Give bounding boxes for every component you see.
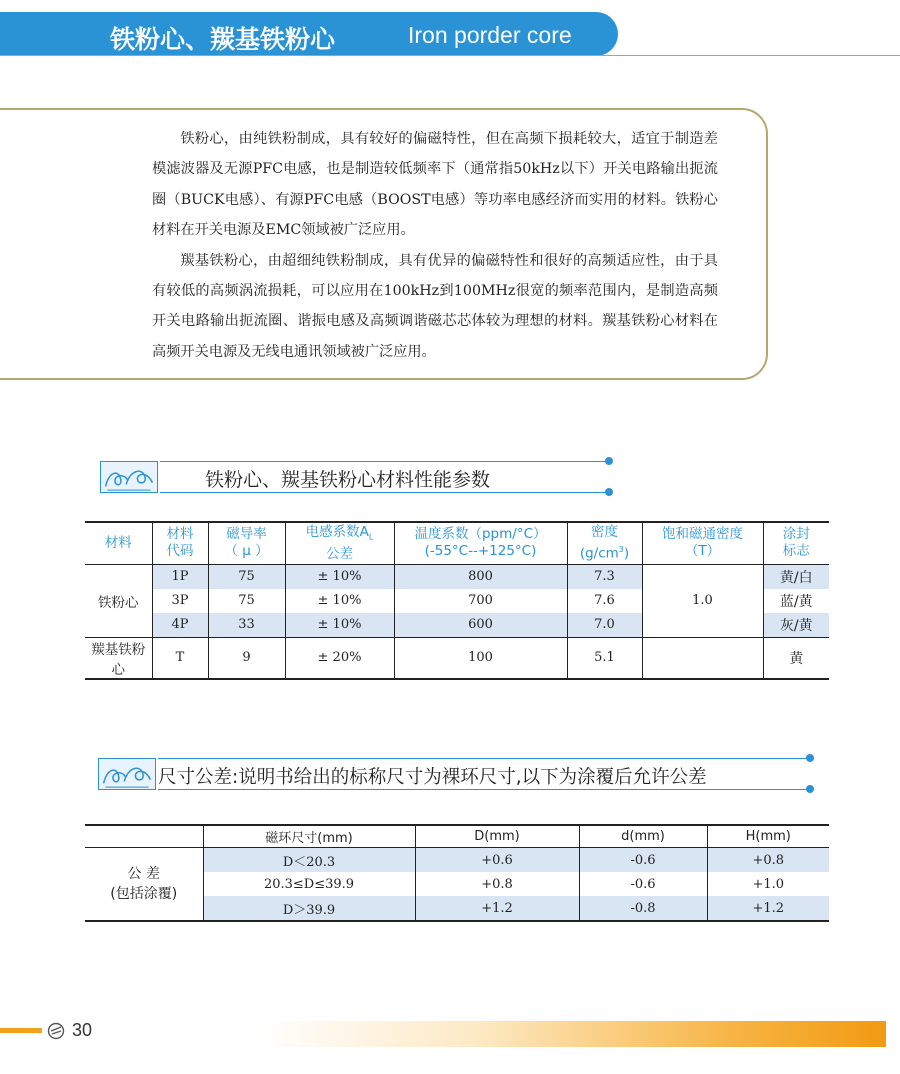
cloud-pattern-icon (98, 758, 156, 790)
cell-size: D＜20.3 (203, 848, 415, 873)
cell-D: +1.2 (415, 896, 579, 921)
table-header-row (85, 825, 829, 848)
material-properties-table (85, 521, 829, 680)
cell-d: -0.8 (579, 896, 707, 921)
cell-code: 3P (152, 589, 208, 613)
cell-mark: 蓝/黄 (763, 589, 829, 613)
footer-gradient-bar (260, 1021, 886, 1047)
cell-mark: 灰/黄 (763, 613, 829, 638)
section-rule-top (158, 758, 808, 759)
cell-temp: 700 (394, 589, 567, 613)
cell-permeability: 75 (208, 564, 285, 589)
cell-mark: 黄/白 (763, 564, 829, 589)
cell-al: ± 10% (285, 564, 394, 589)
cell-temp: 800 (394, 564, 567, 589)
table-row (85, 848, 829, 873)
section-dot-top (605, 457, 613, 465)
section-header-material (100, 458, 620, 498)
header-material: 材料 (85, 522, 152, 564)
intro-paragraph-1: 铁粉心，由纯铁粉制成，具有较好的偏磁特性，但在高频下损耗较大，适宜于制造差模滤波器及无源PFC电感，也是制造较低频率下（通常指50kHz以下）开关电路输出扼流圈（BUCK电感）、有源PFC电感（BOOST电感）等功率电感经济而实用的材料。铁粉心材料在开关电源及EMC领域被广泛应用。 (152, 131, 718, 239)
table-row (85, 637, 829, 679)
page-title-english: Iron porder core (408, 22, 572, 48)
cell-code: T (152, 637, 208, 679)
header-temperature-coefficient: 温度系数（ppm/°C） (-55°C--+125°C) (394, 522, 567, 564)
header-rule (0, 55, 900, 56)
cell-size: 20.3≤D≤39.9 (203, 872, 415, 896)
cell-density: 5.1 (567, 637, 642, 679)
page-number: 30 (72, 1020, 93, 1040)
cell-saturation: 1.0 (642, 564, 763, 637)
cell-D: +0.8 (415, 872, 579, 896)
cell-density: 7.3 (567, 564, 642, 589)
cell-code: 1P (152, 564, 208, 589)
section-title: 尺寸公差:说明书给出的标称尺寸为裸环尺寸,以下为涂覆后允许公差 (158, 767, 707, 788)
section-rule-bottom (160, 492, 608, 493)
page-title: 铁粉心、羰基铁粉心 (110, 25, 336, 54)
cloud-pattern-icon (100, 461, 158, 493)
header-saturation: 饱和磁通密度 （T） (642, 522, 763, 564)
header-coating-mark: 涂封 标志 (763, 522, 829, 564)
table-row (85, 564, 829, 589)
cell-size: D＞39.9 (203, 896, 415, 921)
cell-H: +1.2 (707, 896, 829, 921)
group-label-iron: 铁粉心 (98, 594, 139, 611)
cell-density: 7.0 (567, 613, 642, 638)
header-banner (0, 12, 618, 56)
footer-accent-bar (0, 1028, 42, 1033)
header-density: 密度 $(g/cm^3)$ (567, 522, 642, 564)
header-inner-diameter: d(mm) (579, 825, 707, 848)
header-blank (85, 825, 203, 848)
cell-H: +0.8 (707, 848, 829, 873)
header-outer-diameter: D(mm) (415, 825, 579, 848)
section-rule-top (160, 461, 608, 462)
cell-code: 4P (152, 613, 208, 638)
cell-density: 7.6 (567, 589, 642, 613)
cell-al: ± 20% (285, 637, 394, 679)
cell-temp: 600 (394, 613, 567, 638)
brand-logo-icon (47, 1022, 65, 1040)
header-height: H(mm) (707, 825, 829, 848)
header-inductance-factor: 电感系数$A_L$ 公差 (285, 522, 394, 564)
cell-D: +0.6 (415, 848, 579, 873)
group-label-carbonyl: 羰基铁粉心 (85, 637, 152, 679)
section-title: 铁粉心、羰基铁粉心材料性能参数 (205, 469, 491, 491)
cell-saturation-empty (642, 637, 763, 679)
section-dot-top (806, 754, 814, 762)
section-dot-bottom (605, 488, 613, 496)
intro-paragraph-2: 羰基铁粉心，由超细纯铁粉制成，具有优异的偏磁特性和很好的高频适应性，由于具有较低的高频涡流损耗，可以应用在100kHz到100MHz很宽的频率范围内，是制造高频开关电路输出扼流圈、谐振电感及高频调谐磁芯芯体较为理想的材料。羰基铁粉心材料在高频开关电源及无线电通讯领域被广泛应用。 (152, 252, 718, 360)
table-header-row (85, 522, 829, 564)
cell-mark: 黄 (763, 637, 829, 679)
dimension-tolerance-table (85, 824, 829, 922)
header-permeability: 磁导率 （ μ ） (208, 522, 285, 564)
intro-text (152, 124, 718, 367)
cell-d: -0.6 (579, 848, 707, 873)
cell-permeability: 75 (208, 589, 285, 613)
cell-al: ± 10% (285, 613, 394, 638)
cell-permeability: 9 (208, 637, 285, 679)
cell-d: -0.6 (579, 872, 707, 896)
header-code: 材料 代码 (152, 522, 208, 564)
tolerance-label: 公 差 (包括涂覆) (85, 848, 203, 922)
section-header-tolerance (98, 755, 818, 795)
section-rule-bottom (158, 789, 808, 790)
cell-permeability: 33 (208, 613, 285, 638)
cell-al: ± 10% (285, 589, 394, 613)
cell-temp: 100 (394, 637, 567, 679)
header-ring-size: 磁环尺寸(mm) (203, 825, 415, 848)
section-dot-bottom (806, 785, 814, 793)
cell-H: +1.0 (707, 872, 829, 896)
